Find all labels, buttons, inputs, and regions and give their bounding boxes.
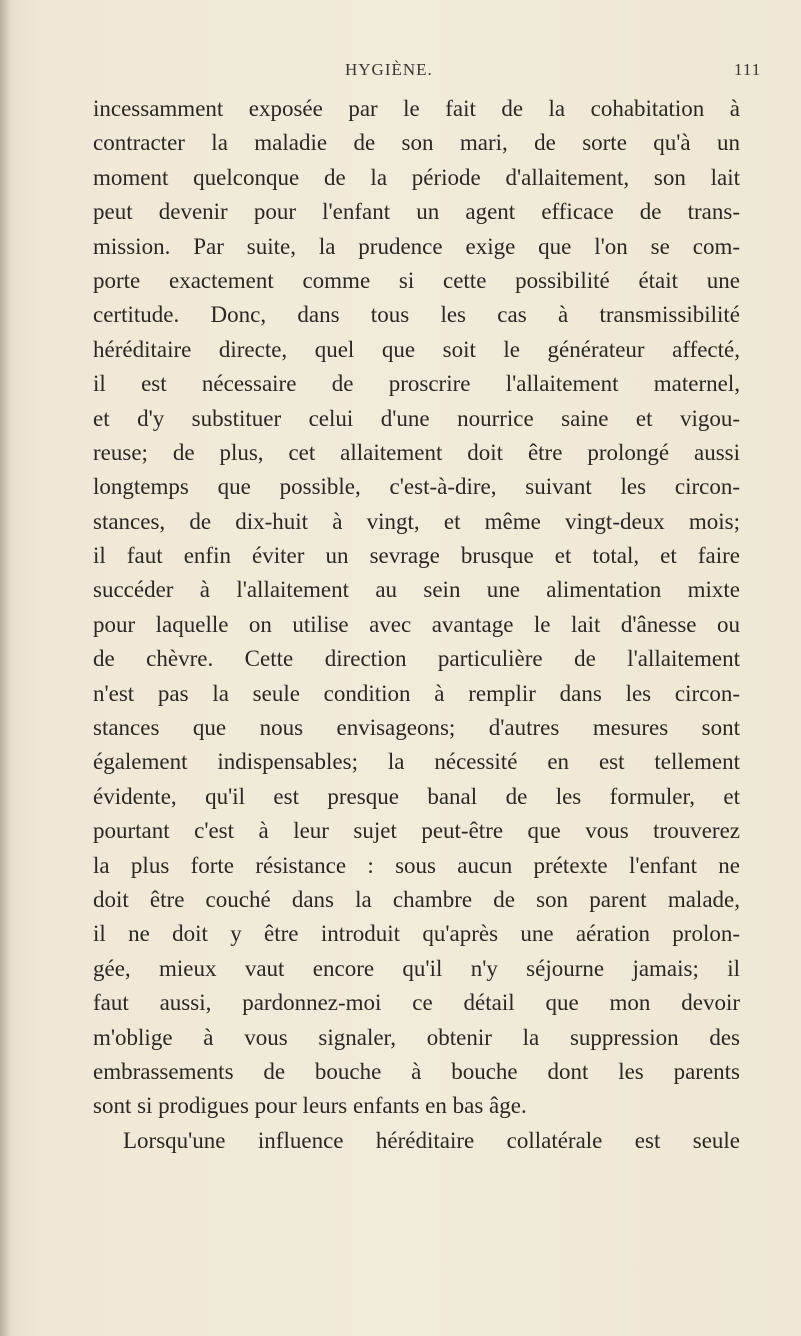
text-line: pourtant c'est à leur sujet peut-être que vous trouverez (93, 818, 740, 844)
text-line: il faut enfin éviter un sevrage brusque et total, et faire (93, 543, 740, 569)
text-line: longtemps que possible, c'est-à-dire, suivant les circon- (93, 474, 740, 500)
page-number: 111 (734, 60, 762, 79)
running-title: HYGIÈNE. (345, 60, 433, 79)
text-line: succéder à l'allaitement au sein une alimentation mixte (93, 577, 740, 603)
text-line: sont si prodigues pour leurs enfants en bas âge. (93, 1093, 527, 1119)
text-line: évidente, qu'il est presque banal de les formuler, et (93, 783, 740, 809)
text-line: embrassements de bouche à bouche dont les parents (93, 1058, 740, 1084)
text-line: n'est pas la seule condition à remplir dans les circon- (93, 680, 740, 706)
text-line: également indispensables; la nécessité en est tellement (93, 749, 740, 775)
text-line: pour laquelle on utilise avec avantage le lait d'ânesse ou (93, 611, 740, 637)
text-line: m'oblige à vous signaler, obtenir la suppression des (93, 1024, 740, 1050)
text-line: peut devenir pour l'enfant un agent efficace de trans- (93, 199, 740, 225)
text-line: porte exactement comme si cette possibilité était une (93, 267, 740, 293)
text-line: la plus forte résistance : sous aucun prétexte l'enfant ne (93, 852, 740, 878)
gutter-shadow (0, 0, 10, 1336)
running-head (0, 60, 801, 90)
text-line: Lorsqu'une influence héréditaire collatérale est seule (123, 1127, 740, 1153)
text-line: moment quelconque de la période d'allaitement, son lait (93, 164, 740, 190)
text-line: stances que nous envisageons; d'autres mesures sont (93, 715, 740, 741)
body-text (93, 92, 740, 1158)
text-line: et d'y substituer celui d'une nourrice saine et vigou- (93, 405, 740, 431)
text-line: il est nécessaire de proscrire l'allaitement maternel, (93, 371, 740, 397)
text-line: stances, de dix-huit à vingt, et même vingt-deux mois; (93, 508, 740, 534)
text-line: mission. Par suite, la prudence exige que l'on se com- (93, 233, 740, 259)
text-line: de chèvre. Cette direction particulière de l'allaitement (93, 646, 740, 672)
text-line: reuse; de plus, cet allaitement doit être prolongé aussi (93, 439, 740, 465)
text-line: héréditaire directe, quel que soit le générateur affecté, (93, 336, 740, 362)
text-line: incessamment exposée par le fait de la cohabitation à (93, 96, 740, 121)
text-line: contracter la maladie de son mari, de sorte qu'à un (93, 130, 740, 156)
text-line: gée, mieux vaut encore qu'il n'y séjourne jamais; il (93, 955, 740, 981)
text-line: certitude. Donc, dans tous les cas à transmissibilité (93, 302, 740, 328)
text-line: faut aussi, pardonnez-moi ce détail que mon devoir (93, 990, 740, 1016)
text-line: il ne doit y être introduit qu'après une aération prolon- (93, 921, 740, 947)
text-line: doit être couché dans la chambre de son parent malade, (93, 886, 740, 912)
